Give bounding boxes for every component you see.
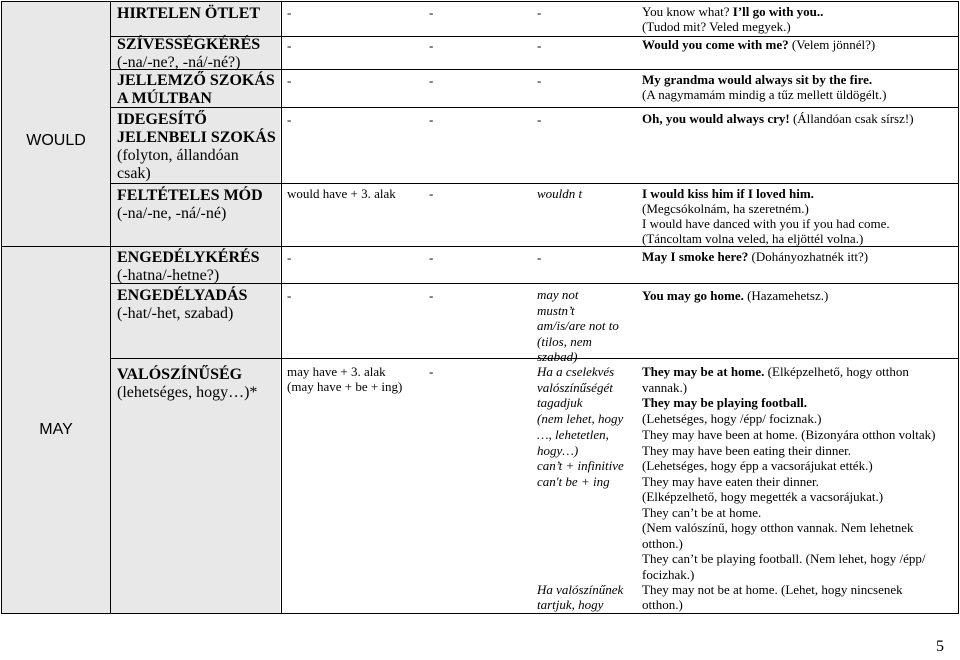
category-label: IDEGESÍTŐ [117, 111, 207, 128]
negative-form: szabad) [537, 349, 578, 364]
translation: (Megcsókolnám, ha szeretném.) [642, 201, 809, 216]
negative-form: Ha valószínűnek [537, 582, 624, 597]
example: You may go home. (Hazamehetsz.) [642, 288, 829, 303]
example: They may have eaten their dinner. [642, 474, 819, 489]
dash: - [287, 38, 292, 53]
negative-form: …, lehetetlen, [537, 427, 609, 442]
grid-line [110, 183, 959, 184]
example: I would kiss him if I loved him. [642, 186, 814, 201]
translation: (Lehetséges, hogy /épp/ fociznak.) [642, 411, 822, 426]
dash: - [429, 250, 434, 265]
category-sub: (lehetséges, hogy…)* [117, 384, 258, 401]
dash: - [429, 38, 434, 53]
translation: (Elképzelhető, hogy megették a vacsorájukat.) [642, 489, 884, 504]
negative-form: may not [537, 287, 579, 302]
example: May I smoke here? (Dohányozhatnék itt?) [642, 249, 869, 264]
dash: - [537, 5, 542, 20]
negative-form: can’t + infinitive [537, 458, 624, 473]
grid-line [281, 1, 282, 613]
dash: - [287, 5, 292, 20]
dash: - [429, 288, 434, 303]
category-label: ENGEDÉLYADÁS [117, 287, 248, 304]
example: I would have danced with you if you had come. [642, 216, 890, 231]
verb-column-shade [2, 2, 110, 613]
dash: - [429, 5, 434, 20]
negative-form: (tilos, nem [537, 334, 592, 349]
verb-may: MAY [39, 421, 73, 438]
dash: - [429, 186, 434, 201]
dash: - [287, 73, 292, 88]
dash: - [287, 288, 292, 303]
example: They may have been at home. (Bizonyára otthon voltak) [642, 427, 936, 442]
example: They can’t be playing football. (Nem lehet, hogy /épp/ [642, 551, 926, 566]
page-number: 5 [936, 638, 944, 655]
negative-form: tagadjuk [537, 395, 583, 410]
grid-line [110, 283, 959, 284]
category-label: JELLEMZŐ SZOKÁS [117, 72, 275, 89]
dash: - [429, 364, 434, 379]
negative-form: tartjuk, hogy [537, 597, 604, 612]
grid-line [1, 613, 959, 614]
verb-would: WOULD [26, 132, 86, 149]
grid-line [1, 1, 2, 613]
example: Oh, you would always cry! (Állandóan csak sírsz!) [642, 111, 914, 126]
translation: (Tudod mit? Veled megyek.) [642, 19, 791, 34]
grid-line [1, 1, 959, 2]
dash: - [537, 250, 542, 265]
negative-form: am/is/are not to [537, 318, 619, 333]
dash: - [287, 250, 292, 265]
dash: - [287, 112, 292, 127]
dash: - [537, 38, 542, 53]
category-label: JELENBELI SZOKÁS [117, 129, 276, 146]
negative-form: mustn’t [537, 303, 575, 318]
category-label: HIRTELEN ÖTLET [117, 5, 261, 22]
translation: (A nagymamám mindig a tűz mellett üldögélt.) [642, 87, 887, 102]
category-sub: (-hatna/-hetne?) [117, 267, 220, 284]
example: You know what? I’ll go with you.. [642, 4, 824, 19]
negative-form: wouldn t [537, 186, 583, 201]
example: They may be at home. (Elképzelhető, hogy otthon [642, 364, 909, 379]
category-label: A MÚLTBAN [117, 90, 212, 107]
example: Would you come with me? (Velem jönnél?) [642, 37, 876, 52]
negative-form: hogy…) [537, 443, 579, 458]
past-form: would have + 3. alak [287, 186, 396, 201]
category-sub: (-hat/-het, szabad) [117, 305, 234, 322]
example: They can’t be at home. [642, 505, 762, 520]
dash: - [537, 112, 542, 127]
category-sub: csak) [117, 165, 151, 182]
category-label: FELTÉTELES MÓD [117, 187, 263, 204]
grid-line [110, 107, 959, 108]
dash: - [429, 112, 434, 127]
grid-line [110, 1, 111, 613]
grid-line [958, 1, 959, 613]
negative-form: (nem lehet, hogy [537, 411, 624, 426]
translation: otthon.) [642, 536, 683, 551]
example: They may have been eating their dinner. [642, 443, 852, 458]
example: vannak.) [642, 380, 688, 395]
past-form: may have + 3. alak [287, 364, 386, 379]
past-form: (may have + be + ing) [287, 379, 403, 394]
category-label: VALÓSZÍNŰSÉG [117, 366, 243, 383]
negative-form: can't be + ing [537, 474, 610, 489]
negative-form: valószínűségét [537, 380, 613, 395]
grid-line [110, 358, 959, 359]
translation: (Nem valószínű, hogy otthon vannak. Nem lehetnek [642, 520, 914, 535]
category-sub: (folyton, állandóan [117, 147, 239, 164]
category-sub: (-na/-ne, -ná/-né) [117, 205, 227, 222]
example: They may not be at home. (Lehet, hogy nincsenek [642, 582, 903, 597]
negative-form: Ha a cselekvés [537, 364, 615, 379]
category-sub: (-na/-ne?, -ná/-né?) [117, 54, 241, 71]
translation: otthon.) [642, 597, 683, 612]
dash: - [537, 73, 542, 88]
category-label: ENGEDÉLYKÉRÉS [117, 249, 260, 266]
translation: (Lehetséges, hogy épp a vacsorájukat ették.) [642, 458, 873, 473]
example: They may be playing football. [642, 395, 808, 410]
category-label: SZÍVESSÉGKÉRÉS [117, 36, 261, 53]
dash: - [429, 73, 434, 88]
example: My grandma would always sit by the fire. [642, 72, 873, 87]
translation: focizhak.) [642, 567, 695, 582]
translation: (Táncoltam volna veled, ha eljöttél volna.) [642, 231, 864, 246]
